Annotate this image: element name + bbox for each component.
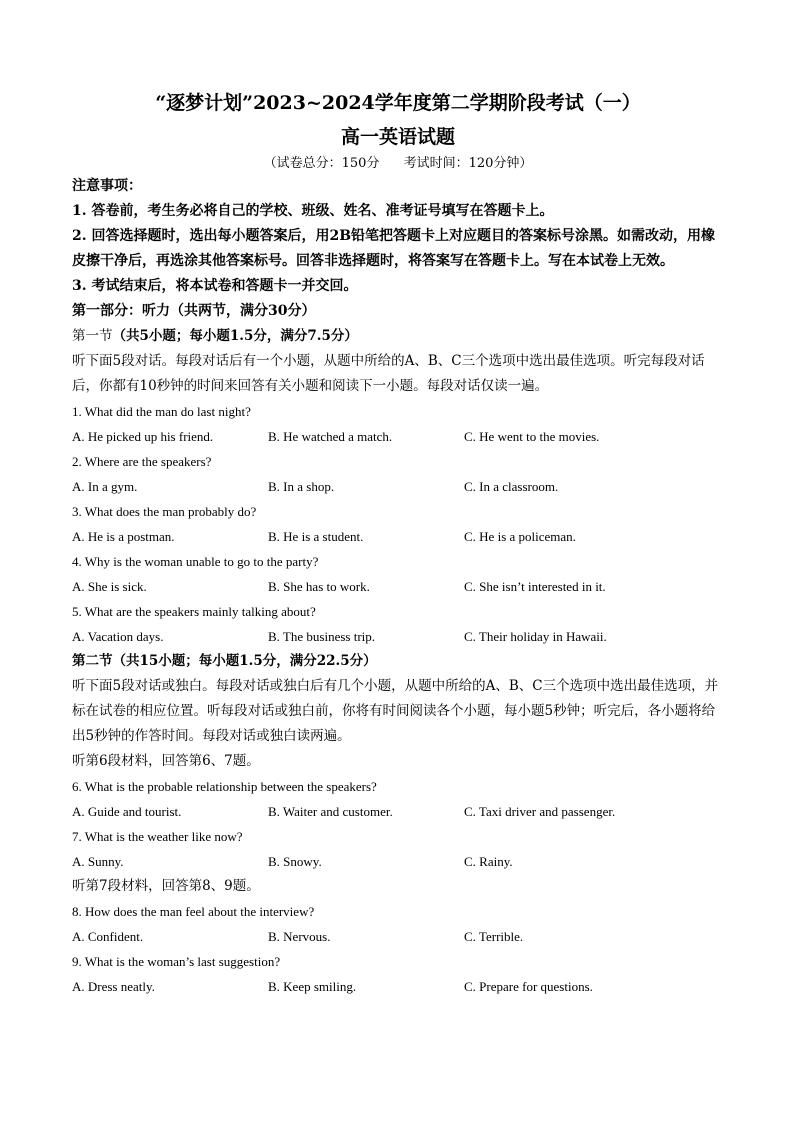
question-stem: 1. What did the man do last night?: [72, 404, 251, 419]
option-c: C. In a classroom.: [464, 479, 559, 494]
note-item: 3. 考试结束后，将本试卷和答题卡一并交回。: [72, 278, 358, 294]
material-6-note: 听第6段材料，回答第6、7题。: [72, 753, 260, 769]
option-a: A. He picked up his friend.: [72, 429, 214, 444]
question-options: [72, 474, 724, 499]
exam-info: [72, 154, 724, 174]
part1-heading: 第一部分：听力（共两节，满分30分）: [72, 303, 316, 319]
question-options: [72, 974, 724, 999]
option-c: C. Rainy.: [464, 854, 513, 869]
question-options: [72, 624, 724, 649]
option-a: A. Dress neatly.: [72, 979, 155, 994]
option-b: B. He watched a match.: [268, 429, 393, 444]
option-c: C. He is a policeman.: [464, 529, 576, 544]
section2-instruction: 听下面5段对话或独白。每段对话或独白后有几个小题，从题中所给的A、B、C三个选项中选出最佳选项，并标在试卷的相应位置。听每段对话或独白前，你将有时间阅读各个小题，每小题5秒钟；听完后，各小题将给出5秒钟的作答时间。每段对话或独白读两遍。: [72, 678, 719, 744]
question-stem: 4. Why is the woman unable to go to the party?: [72, 554, 319, 569]
option-c: C. Their holiday in Hawaii.: [464, 629, 607, 644]
question-stem: 2. Where are the speakers?: [72, 454, 212, 469]
question-options: [72, 924, 724, 949]
option-b: B. Snowy.: [268, 854, 322, 869]
option-a: A. Guide and tourist.: [72, 804, 182, 819]
option-a: A. She is sick.: [72, 579, 147, 594]
question-options: [72, 849, 724, 874]
exam-subtitle: 高一英语试题: [340, 126, 455, 148]
exam-title: “逐梦计划”2023~2024学年度第二学期阶段考试（一）: [155, 92, 641, 114]
question-stem: 7. What is the weather like now?: [72, 829, 243, 844]
question-options: [72, 524, 724, 549]
option-b: B. He is a student.: [268, 529, 364, 544]
option-c: C. Taxi driver and passenger.: [464, 804, 616, 819]
question-stem: 3. What does the man probably do?: [72, 504, 257, 519]
question-stem: 9. What is the woman’s last suggestion?: [72, 954, 281, 969]
material-7-note: 听第7段材料，回答第8、9题。: [72, 878, 260, 894]
option-b: B. Waiter and customer.: [268, 804, 393, 819]
option-a: A. Sunny.: [72, 854, 124, 869]
option-c: C. Prepare for questions.: [464, 979, 593, 994]
section1-heading: [72, 324, 724, 349]
question-stem: 6. What is the probable relationship between the speakers?: [72, 779, 377, 794]
section1-instruction: 听下面5段对话。每段对话后有一个小题，从题中所给的A、B、C三个选项中选出最佳选项。听完每段对话后，你都有10秒钟的时间来回答有关小题和阅读下一小题。每段对话仅读一遍。: [72, 353, 705, 394]
option-a: A. Vacation days.: [72, 629, 164, 644]
section2-heading: [72, 649, 724, 674]
option-a: A. Confident.: [72, 929, 144, 944]
option-b: B. The business trip.: [268, 629, 376, 644]
option-c: C. She isn’t interested in it.: [464, 579, 606, 594]
exam-page: [72, 90, 724, 999]
question-stem: 8. How does the man feel about the interview?: [72, 904, 315, 919]
note-item: 1. 答卷前，考生务必将自己的学校、班级、姓名、准考证号填写在答题卡上。: [72, 203, 554, 219]
question-options: [72, 799, 724, 824]
option-a: A. He is a postman.: [72, 529, 175, 544]
note-item: 2. 回答选择题时，选出每小题答案后，用2B铅笔把答题卡上对应题目的答案标号涂黑。如需改动，用橡皮擦干净后，再选涂其他答案标号。回答非选择题时，将答案写在答题卡上。写在本试卷上无效。: [72, 228, 716, 269]
section1-scoring: （共5小题；每小题1.5分，满分7.5分）: [112, 328, 358, 344]
option-c: C. Terrible.: [464, 929, 524, 944]
question-options: [72, 574, 724, 599]
section1-lead: 第一节: [72, 328, 113, 344]
option-a: A. In a gym.: [72, 479, 138, 494]
question-stem: 5. What are the speakers mainly talking about?: [72, 604, 316, 619]
section2-lead: 第二节: [72, 653, 113, 669]
option-b: B. Nervous.: [268, 929, 331, 944]
option-b: B. In a shop.: [268, 479, 335, 494]
option-b: B. She has to work.: [268, 579, 370, 594]
notes-heading: 注意事项：: [72, 178, 142, 194]
option-b: B. Keep smiling.: [268, 979, 357, 994]
option-c: C. He went to the movies.: [464, 429, 600, 444]
section2-scoring: （共15小题；每小题1.5分，满分22.5分）: [112, 653, 377, 669]
total-score: （试卷总分：150分: [263, 156, 380, 171]
exam-time: 考试时间：120分钟）: [403, 156, 533, 171]
question-options: [72, 424, 724, 449]
